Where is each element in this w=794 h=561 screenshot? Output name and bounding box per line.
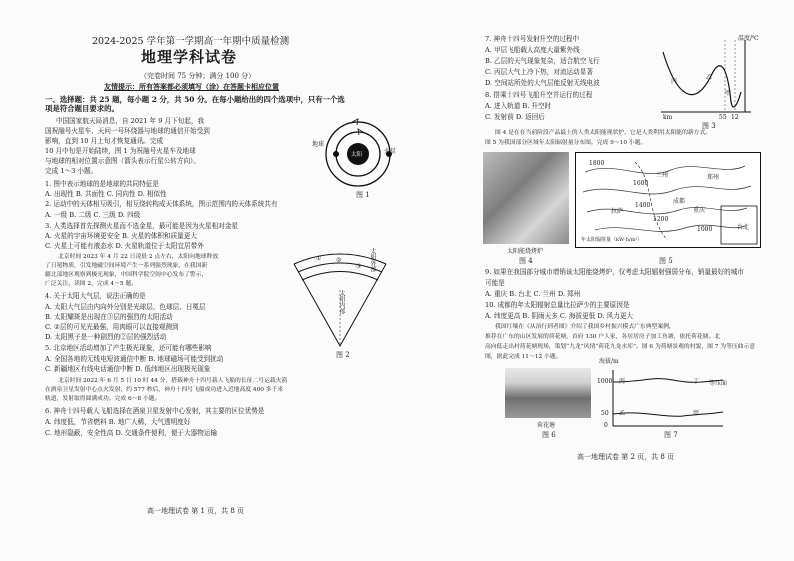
fig5-city-chengdu: 成都 [673, 198, 686, 205]
fig5-caption: 图 5 [659, 257, 673, 265]
fig7-point-yi: 乙 [619, 410, 626, 417]
question-line: 10. 成都的年太阳辐射总量比拉萨少的主要原因是 [485, 301, 630, 309]
answer-option: C. 丙层大气上冷下热，对流运动显著 [485, 68, 593, 76]
exam-title: 地理学科试卷 [141, 48, 238, 66]
answer-options: B. 太阳耀斑是出现在③层的强烈的太阳活动 [45, 313, 173, 321]
fig5-isoline-1400: 1400 [635, 202, 651, 209]
passage-line: 图 5 为我国部分区域年太阳辐射量分布图。完成 9～10 小题。 [485, 140, 647, 146]
figure-1-orbit-diagram [322, 114, 397, 202]
fig5-city-chongqing: 重庆 [693, 207, 706, 214]
answer-options: A. 全国各地的无线电短波通信中断 B. 地球磁场可能受到扰动 [45, 355, 224, 363]
answer-option: D. 空间站所处的大气层能反射无线电波 [485, 79, 600, 87]
answer-options: A. 纬度低，节省燃料 B. 地广人稀，大气透明度好 [45, 418, 191, 426]
fig7-ylabel: 海拔/m [599, 358, 619, 365]
question-line: 6. 神舟十四号载人飞船选择在酒泉卫星发射中心发射，其主要的区位优势是 [45, 407, 265, 415]
answer-options: A. 出现性 B. 共面性 C. 同向性 D. 相似性 [45, 190, 167, 198]
fig3-layer-jia: 甲 [725, 90, 732, 97]
intro-line: 与地球的相对位置示意图（箭头表示行星公转方向）。 [45, 157, 200, 165]
passage-line: 高向低走出村荷花塘现场，策划“九龙”风情“荷花九龙水库”。图 6 为荷塘景观的村貌，图 7 为等压曲示意 [485, 344, 756, 350]
answer-options: C. 发射前 D. 返回后 [485, 113, 545, 121]
intro-line: 中国国家航天局消息，自 2021 年 9 月下旬起，我 [56, 117, 205, 125]
fig5-isoline-1200: 1200 [653, 216, 669, 223]
school-year: 2024-2025 学年第一学期高一年期中质量检测 [92, 36, 290, 47]
section-heading-2: 项是符合题目要求的。 [45, 104, 119, 113]
fig6-sub: 荷花塘 [537, 422, 556, 429]
intro-line: 影响，直到 10 月上旬才恢复通讯。完成 [45, 137, 164, 145]
question-line: 3. 人类选择首先探测火星而不选金星，最可能是因为火星相对金星 [45, 222, 239, 230]
answer-options: C. 新疆地区有线电话通信中断 D. 低纬地区出现极光现象 [45, 365, 211, 373]
question-line: 7. 神舟十四号发射升空的过程中 [485, 35, 580, 43]
earth-symbol [333, 151, 339, 157]
answer-options: C. 地形隐蔽，安全性高 D. 交通条件便利，便于大器物运输 [45, 429, 217, 437]
passage-line: 广泛关注。读图 2，完成 4～5 题。 [45, 281, 137, 287]
fig1-mars-label: 火星 [384, 148, 397, 155]
answer-options: C. 火星上可能有液态水 D. 火星轨道位于太阳宜居带外 [45, 242, 204, 250]
answer-option: B. 乙层的天气现象复杂，适合航空飞行 [485, 57, 600, 65]
passage-line: 疆北部地区观察到极光现象，中国科学院空间中心发布了警示， [45, 272, 208, 278]
answer-option: A. 甲层飞船载人高度大量紫外线 [485, 46, 580, 54]
fig7-ytick-0: 0 [604, 422, 608, 429]
passage-line: 图，据此完成 11～12 小题。 [485, 354, 562, 360]
intro-line: 完成 1～3 小题。 [45, 167, 98, 175]
page-2 [397, 0, 794, 561]
fig4-caption: 图 4 [519, 257, 533, 265]
figure-4-solar-cooker-photo [483, 152, 569, 244]
fig1-earth-label: 地球 [312, 141, 325, 148]
fig2-layer-2: ② [336, 257, 342, 264]
section-heading: 一、选择题：共 25 题，每小题 2 分，共 50 分。在每小题给出的四个选项中，只有一个选 [45, 95, 345, 104]
figure-6-lotus-pond-photo [505, 368, 591, 418]
fig3-caption: 图 3 [702, 122, 716, 130]
question-line: 8. 搭乘十四号飞船升空并运行的过程 [485, 91, 593, 99]
fig5-city-taipei: 台北 [737, 224, 750, 231]
page-1-footer: 高一地理试卷 第 1 页，共 8 页 [147, 507, 245, 515]
fig5-legend: 年太阳辐射量（kW·h/m²） [581, 237, 643, 243]
fig2-caption: 图 2 [336, 351, 350, 359]
fig7-ytick-50: 50 [601, 410, 609, 417]
answer-options: A. 进入轨道 B. 升空时 [485, 102, 552, 110]
answer-options: A. 火星的宇宙环境更安全 B. 火星的体积和质量更大 [45, 232, 197, 240]
question-line: 5. 北京地区活动增加了产生极光现象，还可能有哪些影响 [45, 344, 212, 352]
fig2-outer-label: 太阳外部 [369, 248, 376, 272]
fig5-isoline-1800: 1800 [589, 160, 605, 167]
question-line: 9. 如果在我国部分城市增销该太阳能烧烤炉，仅考虑太阳辐射强弱分布，销量最好的城市 [485, 268, 744, 276]
question-line: 1. 图中表示地球的是地球的共同特征是 [45, 180, 159, 188]
fig3-xtick-55: 55 [719, 114, 727, 121]
fig2-layer-3: ③ [356, 263, 362, 270]
answer-options: D. 太阳黑子是一种剧烈的②层的强烈活动 [45, 333, 167, 341]
fig4-sub: 太阳能烧烤炉 [507, 248, 544, 255]
passage-line: 我国红壤在《从治行到者图》介绍了我国乡村振兴模式广东典型案例， [495, 324, 675, 330]
tip: 友情提示：所有答案都必须填写（涂）在答题卡相应位置 [104, 82, 279, 91]
passage-line: 在酒泉卫星发射中心点火发射，约 577 秒后，神舟十四号飞船成功进入近地高度 400 多千米 [45, 387, 284, 393]
passage-line: 了日冕物质，引发地磁空间环境产生一系列强烈现象，在我国新 [45, 263, 208, 269]
fig5-isoline-1600: 1600 [633, 180, 649, 187]
fig5-city-lanzhou: 兰州 [656, 172, 669, 179]
question-line: 可能是 [485, 279, 505, 287]
fig5-isoline-1000: 1000 [697, 226, 713, 233]
fig7-ytick-1000: 1000 [597, 378, 613, 385]
intro-line: 10 月中旬是开始陆续，图 1 为祝融号火星车及地球 [45, 147, 196, 155]
fig2-inner-label: 太阳内部 [338, 290, 345, 314]
answer-options: A. 纬度更高 B. 阴雨天多 C. 海拔更低 D. 风力更大 [485, 312, 634, 320]
intro-line: 国祝融号火星车、天问一号环绕器与地球的通信开始受到 [45, 127, 210, 135]
question-line: 4. 关于太阳大气层，说法正确的是 [45, 292, 146, 300]
passage-line: 轨道，发射取得圆满成功。完成 6～8 小题。 [45, 396, 161, 402]
fig7-isobar-label: 等压面 [709, 380, 728, 387]
passage-line: 推荐在广东的山区发展的荷花塘，首府 130 户人家，各居居房子加工鱼塘，依托荷花塘。北 [485, 334, 721, 340]
answer-options: A. 太阳大气层由内向外分别是光球层、色球层、日冕层 [45, 303, 206, 311]
answer-options: A. 一级 B. 二级 C. 三级 D. 四级 [45, 211, 141, 219]
fig6-caption: 图 6 [542, 431, 556, 439]
fig7-point-ding: 丁 [693, 378, 700, 385]
passage-line: 图 4 是在在当前阶段产品最上的人类太阳能现状炉，它是人类利用太阳能的新方式。 [495, 130, 712, 136]
fig7-point-jia: 甲 [693, 410, 700, 417]
passage-line: 北京时间 2023 年 4 月 22 日凌晨 2 点左右，太阳向地球释放 [58, 254, 219, 260]
fig3-xtick-12: 12 [731, 114, 739, 121]
question-line: 2. 运动中的天体相互吸引，相互绕转构成天体系统，图示范围内的天体系统共有 [45, 200, 278, 208]
exam-info: （完卷时间 75 分钟；满分 100 分） [140, 72, 256, 80]
fig3-layer-yi: 乙 [706, 74, 713, 81]
fig3-xlabel: km [663, 114, 673, 121]
fig7-caption: 图 7 [664, 431, 678, 439]
fig3-layer-bing: 丙 [671, 78, 678, 85]
fig5-city-lhasa: 拉萨 [611, 208, 624, 215]
fig7-point-bing: 丙 [619, 378, 626, 385]
page-2-footer: 高一地理试卷 第 2 页，共 8 页 [577, 453, 675, 461]
fig3-ylabel: 温度/℃ [738, 35, 759, 42]
fig2-layer-1: ① [316, 255, 322, 262]
answer-options: C. ②层的可见光最强，用肉眼可以直接观测到 [45, 323, 179, 331]
answer-options: A. 重庆 B. 台北 C. 兰州 D. 郑州 [485, 290, 581, 298]
fig1-sun-label: 太阳 [351, 152, 363, 158]
fig5-city-zhengzhou: 郑州 [707, 174, 720, 181]
fig1-caption: 图 1 [356, 191, 370, 199]
passage-line: 北京时间 2022 年 6 月 5 日 10 时 44 分，搭载神舟十四号载人飞船的长征二号运载火箭 [58, 378, 288, 384]
